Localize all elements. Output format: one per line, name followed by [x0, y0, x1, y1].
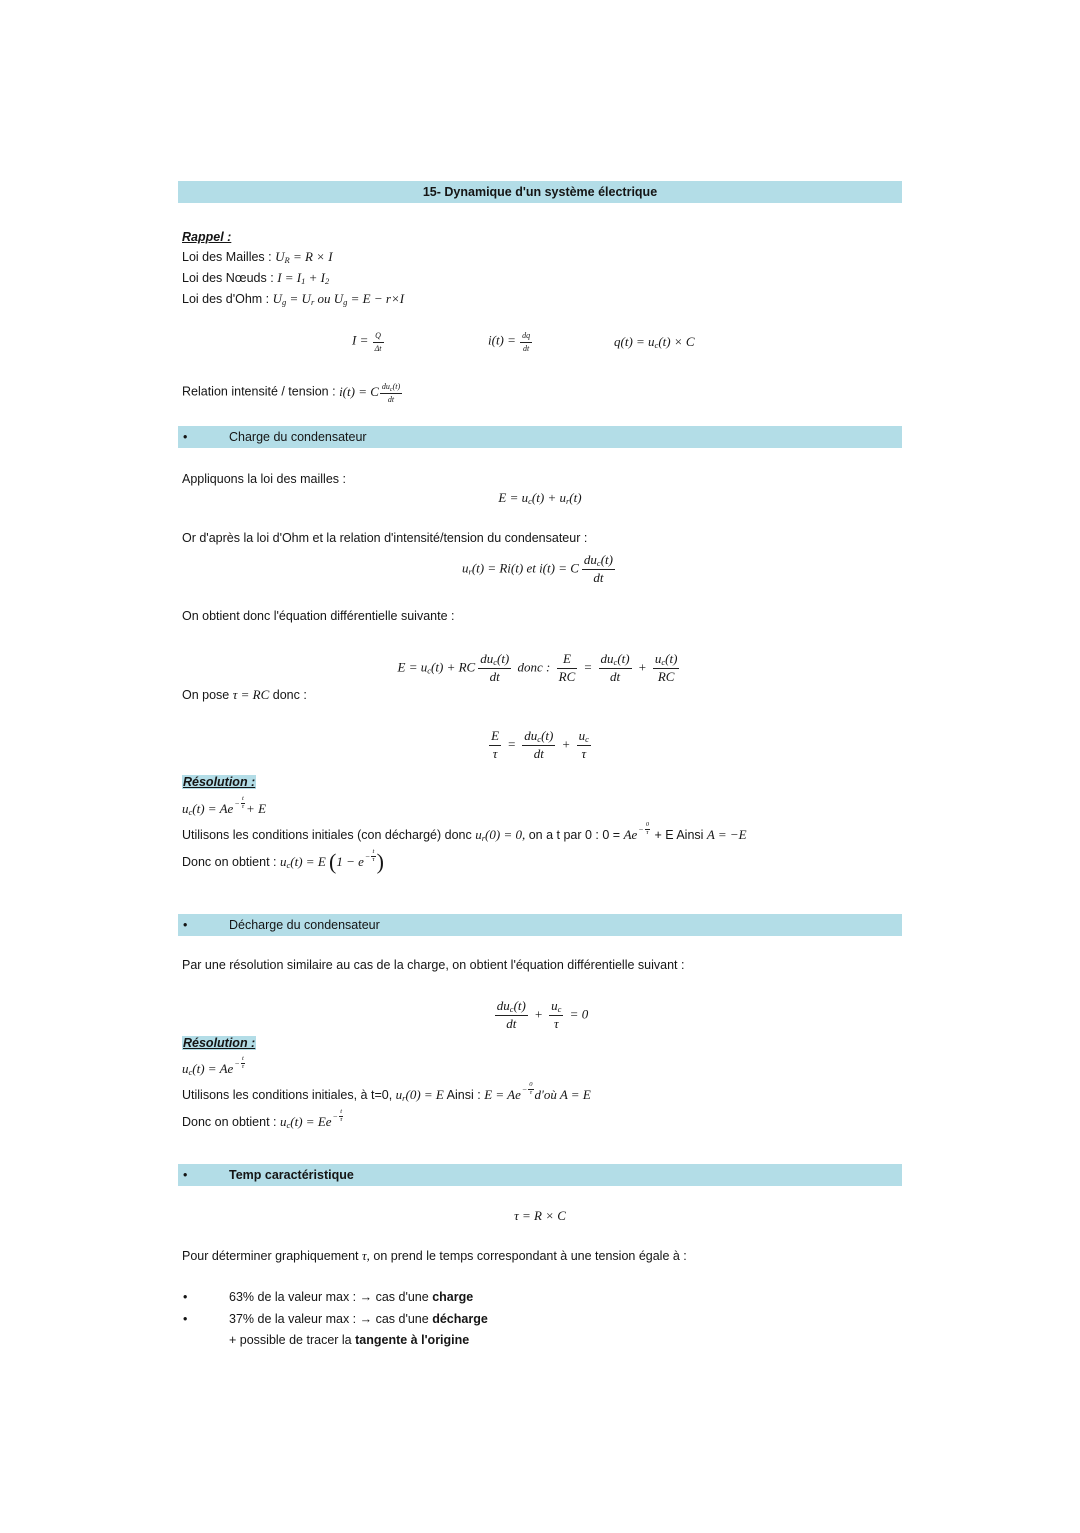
- charge-solution: [182, 794, 267, 821]
- fraction: [599, 652, 632, 685]
- relation-intensite-tension: [182, 380, 403, 406]
- math-part: + E: [246, 800, 267, 816]
- numerator: [522, 729, 555, 745]
- numerator: E: [491, 727, 500, 743]
- charge-resolution-line: [182, 774, 256, 790]
- exponent-sign: −: [521, 1084, 528, 1094]
- math-part: (t) + RC: [431, 658, 476, 674]
- fraction: [495, 999, 528, 1032]
- math-part: (t) + u: [531, 490, 566, 505]
- math-operator: +: [561, 735, 571, 751]
- formula-content: [182, 794, 267, 818]
- exponent: [333, 1109, 344, 1124]
- math-part: u: [280, 1113, 287, 1129]
- equation-differentielle-charge: [0, 649, 1080, 687]
- exponent: [365, 849, 376, 864]
- math-part: u: [551, 997, 558, 1013]
- math-part: u: [475, 826, 482, 842]
- exponent-sign: −: [234, 798, 240, 808]
- numerator: Q: [375, 331, 381, 341]
- formula-content: [498, 490, 581, 506]
- list-item: [229, 1311, 488, 1327]
- paragraph-text: donc :: [272, 688, 307, 702]
- math-part: donc :: [517, 658, 551, 674]
- relation-label: Relation intensité / tension :: [182, 384, 336, 399]
- math-sub: c: [427, 664, 432, 675]
- fraction: [373, 331, 384, 352]
- fraction: [241, 796, 245, 811]
- loi-ohm-formula: [273, 291, 404, 306]
- math-sub: g: [343, 297, 348, 307]
- denominator: dt: [522, 745, 555, 762]
- formula-content: [462, 553, 618, 586]
- math-part: du: [381, 382, 390, 392]
- math-sub: c: [493, 656, 497, 667]
- section-decharge-bar: [178, 914, 902, 936]
- math-sub: r: [565, 496, 570, 506]
- paragraph-text: Par une résolution similaire au cas de la charge, on obtient l'équation différentielle suivant :: [182, 958, 685, 972]
- math-part: u: [462, 559, 469, 575]
- math-part: E = u: [397, 658, 428, 674]
- denominator: τ: [489, 745, 501, 762]
- math-part: E = Ae: [484, 1086, 521, 1102]
- list-item-keyword: décharge: [432, 1312, 488, 1326]
- math-part: (t): [541, 727, 554, 743]
- fraction: [380, 382, 402, 403]
- formula-content: [492, 999, 588, 1032]
- denominator: dt: [495, 1015, 528, 1032]
- math-part: (t): [496, 650, 510, 666]
- math-part: (t): [569, 490, 582, 505]
- math-operator: +: [534, 1005, 543, 1021]
- math-sub: c: [188, 1066, 193, 1077]
- charge-diff-text: [182, 608, 454, 624]
- denominator: τ: [577, 745, 591, 762]
- decharge-solution: [182, 1054, 246, 1081]
- formula-charge-capacity: [614, 330, 695, 354]
- math-sub: c: [537, 733, 542, 744]
- paragraph-content: [182, 1248, 687, 1264]
- fraction: [478, 652, 511, 685]
- numerator: t: [241, 794, 244, 802]
- bullet: •: [183, 918, 188, 932]
- math-sub: c: [528, 496, 532, 506]
- math-sub: c: [509, 1003, 514, 1014]
- temps-text: [182, 1244, 687, 1268]
- math-inline: [280, 848, 384, 874]
- paragraph-text: Utilisons les conditions initiales, à t=0,: [182, 1087, 393, 1102]
- math-part: U: [275, 249, 285, 264]
- numerator: t: [340, 1107, 343, 1115]
- exponent: [234, 1056, 245, 1071]
- loi-mailles-formula: [275, 249, 332, 264]
- exponent-sign: −: [332, 1111, 338, 1121]
- math-part: = E − r×I: [350, 291, 405, 306]
- denominator: dt: [478, 668, 511, 685]
- numerator: [582, 553, 615, 569]
- list-item: [229, 1332, 469, 1348]
- numerator: t: [241, 1054, 244, 1062]
- charge-pose-tau: [182, 687, 307, 703]
- denominator: τ: [241, 802, 245, 810]
- formula-intensity-charge: [352, 330, 385, 354]
- relation-content: [182, 382, 403, 403]
- relation-formula: [339, 382, 403, 404]
- numerator: t: [372, 848, 375, 856]
- numerator: [495, 999, 528, 1015]
- denominator: dt: [380, 393, 402, 404]
- formula-content: [352, 331, 385, 352]
- section-temps-heading: Temp caractéristique: [229, 1168, 354, 1182]
- loi-noeuds-formula: [277, 270, 329, 285]
- list-item-text: 37% de la valeur max : → cas d'une: [229, 1312, 429, 1326]
- math-part: (t) = Ae: [192, 1060, 234, 1076]
- denominator: RC: [653, 668, 680, 685]
- math-part: I = I: [277, 270, 302, 285]
- math-operator: =: [507, 735, 517, 751]
- math-sub: r: [402, 1092, 406, 1103]
- math-part: 1 − e: [336, 854, 364, 869]
- fraction: [577, 729, 591, 762]
- math-sub: c: [661, 656, 666, 667]
- math-part: = U: [289, 291, 311, 306]
- math-sub: c: [654, 340, 659, 350]
- math-sub: c: [286, 860, 291, 870]
- math-part: (t): [600, 551, 613, 567]
- list-item-keyword: tangente à l'origine: [355, 1333, 470, 1347]
- right-parenthesis: ): [376, 849, 384, 874]
- paragraph-text: Or d'après la loi d'Ohm et la relation d'intensité/tension du condensateur :: [182, 531, 588, 545]
- fraction: [520, 331, 532, 352]
- math-inline: [623, 820, 651, 842]
- math-part: τ = R × C: [514, 1208, 566, 1223]
- exponent: [234, 796, 245, 811]
- numerator: 0: [529, 1080, 533, 1088]
- fraction: [339, 1109, 343, 1124]
- math-sub: c: [596, 557, 601, 568]
- paragraph-text: Appliquons la loi des mailles :: [182, 472, 346, 486]
- math-part: (t) = Ee: [290, 1113, 332, 1129]
- math-sub: 1: [301, 276, 306, 286]
- equation-mailles: [0, 486, 1080, 510]
- math-part: τ = RC: [232, 687, 270, 702]
- math-part: ou U: [317, 291, 344, 306]
- paragraph-text: On obtient donc l'équation différentielle suivante :: [182, 609, 455, 623]
- math-part: (t) × C: [658, 334, 695, 349]
- fraction: [241, 1056, 245, 1071]
- exponent-sign: −: [234, 1058, 240, 1068]
- numerator: [549, 999, 563, 1015]
- paragraph-text: on prend le temps correspondant à une tension égale à :: [373, 1249, 687, 1263]
- paragraph-content: [182, 820, 747, 844]
- loi-noeuds: [182, 270, 329, 286]
- math-part: (t): [513, 997, 526, 1013]
- numerator: [577, 729, 591, 745]
- equation-tau: [0, 1204, 1080, 1228]
- math-part: u: [654, 650, 662, 666]
- denominator: dt: [599, 668, 632, 685]
- exponent-sign: −: [638, 824, 644, 834]
- fraction: [489, 729, 501, 762]
- math-sub: r: [310, 297, 315, 307]
- numerator: [478, 652, 511, 668]
- denominator: dt: [520, 342, 532, 353]
- loi-mailles-label: Loi des Mailles :: [182, 250, 272, 264]
- math-part: (t): [392, 382, 401, 392]
- decharge-intro: [182, 957, 684, 973]
- denominator: RC: [558, 668, 576, 684]
- math-inline: [484, 1080, 534, 1102]
- title-bar: [178, 181, 902, 203]
- math-part: I =: [352, 332, 369, 348]
- numerator: E: [562, 650, 571, 666]
- math-inline: [280, 1107, 344, 1130]
- math-part: u: [182, 800, 189, 816]
- math-part: = 0: [569, 1005, 589, 1021]
- math-inline: [475, 827, 525, 842]
- loi-ohm: [182, 291, 404, 307]
- section-decharge-heading: Décharge du condensateur: [229, 918, 380, 932]
- math-part: (t): [617, 650, 630, 666]
- math-part: + I: [308, 270, 325, 285]
- charge-ohm-text: [182, 530, 587, 546]
- math-sub: c: [188, 806, 193, 817]
- math-sub: c: [585, 733, 589, 744]
- bullet: •: [183, 1168, 188, 1182]
- loi-mailles: [182, 249, 333, 265]
- list-item: [229, 1289, 473, 1305]
- fraction: [371, 849, 375, 864]
- math-part: (t) = Ae: [192, 800, 234, 816]
- math-part: U: [272, 291, 283, 306]
- paragraph-text: Donc on obtient :: [182, 855, 277, 869]
- math-sub: r: [481, 832, 486, 843]
- math-part: τ,: [361, 1248, 370, 1263]
- rappel-line: [182, 229, 231, 245]
- resolution-heading: Résolution :: [183, 775, 256, 789]
- page-title: 15- Dynamique d'un système électrique: [422, 185, 658, 199]
- decharge-resolution-line: [182, 1035, 256, 1051]
- numerator: [599, 652, 632, 668]
- denominator: τ: [646, 828, 649, 836]
- paragraph-text: Utilisons les conditions initiales (con déchargé) donc: [182, 827, 472, 842]
- math-part: du: [600, 650, 614, 666]
- list-item-keyword: charge: [432, 1290, 474, 1304]
- math-part: (t) = Ri(t) et i(t) = C: [471, 559, 579, 575]
- fraction: [528, 1082, 533, 1097]
- math-part: d'où A = E: [534, 1086, 591, 1102]
- paragraph-text: + E Ainsi: [654, 827, 704, 842]
- math-sub: 2: [325, 276, 330, 286]
- fraction: [557, 652, 578, 685]
- decharge-resultat: [182, 1107, 344, 1134]
- denominator: τ: [241, 1062, 245, 1070]
- math-part: du: [496, 997, 510, 1013]
- paragraph-text: Ainsi :: [446, 1087, 481, 1102]
- math-sub: R: [284, 255, 290, 265]
- paragraph-content: [182, 849, 384, 875]
- numerator: [380, 382, 402, 392]
- math-part: u: [280, 854, 287, 869]
- math-part: Ae: [623, 826, 638, 842]
- math-inline: [396, 1087, 444, 1102]
- list-item-text: + possible de tracer la: [229, 1333, 352, 1347]
- math-operator: +: [637, 658, 647, 674]
- equation-differentielle-decharge: [0, 996, 1080, 1034]
- math-part: (t): [665, 650, 678, 666]
- fraction: [645, 822, 650, 837]
- math-sub: c: [286, 1119, 291, 1130]
- math-part: i(t) =: [488, 332, 516, 348]
- section-charge-heading: Charge du condensateur: [229, 430, 367, 444]
- numerator: [653, 652, 680, 668]
- section-temps-bar: [178, 1164, 902, 1186]
- math-part: (t) = E: [290, 854, 326, 869]
- loi-ohm-label: Loi des d'Ohm :: [182, 292, 270, 306]
- fraction: [522, 729, 555, 762]
- formula-content: [182, 1054, 246, 1078]
- paragraph-text: on a t par 0 : 0 =: [528, 827, 621, 842]
- charge-intro: [182, 471, 346, 487]
- charge-conditions-initiales: [182, 820, 747, 847]
- formula-content: [614, 334, 695, 350]
- math-part: du: [583, 551, 597, 567]
- resolution-heading: Résolution :: [183, 1036, 256, 1050]
- fraction: [653, 652, 680, 685]
- bullet: •: [183, 1312, 188, 1326]
- loi-noeuds-label: Loi des Nœuds :: [182, 271, 274, 285]
- math-sub: r: [468, 565, 472, 576]
- paragraph-text: Donc on obtient :: [182, 1114, 277, 1129]
- math-operator: =: [583, 658, 593, 674]
- paragraph-text: Pour déterminer graphiquement: [182, 1249, 359, 1263]
- list-item-text: 63% de la valeur max : → cas d'une: [229, 1290, 429, 1304]
- formula-intensity-derivative: [488, 330, 533, 354]
- exponent-sign: −: [364, 852, 371, 861]
- math-part: (0) = E: [405, 1086, 444, 1102]
- denominator: dt: [582, 569, 615, 586]
- section-charge-bar: [178, 426, 902, 448]
- decharge-conditions-initiales: [182, 1080, 591, 1107]
- left-parenthesis: (: [329, 849, 337, 874]
- paragraph-text: On pose: [182, 688, 230, 702]
- math-part: du: [524, 727, 538, 743]
- fraction: [549, 999, 563, 1032]
- numerator: dq: [522, 331, 531, 341]
- math-sub: c: [613, 656, 618, 667]
- denominator: τ: [529, 1088, 533, 1096]
- math-sub: c: [557, 1003, 562, 1014]
- math-part: i(t) = C: [339, 383, 379, 399]
- math-part: = R × I: [292, 249, 333, 264]
- rappel-heading: Rappel :: [182, 230, 232, 244]
- equation-ohm-capacitor: [0, 552, 1080, 586]
- math-part: u: [578, 727, 586, 743]
- charge-resultat: [182, 847, 384, 877]
- denominator: τ: [339, 1115, 343, 1123]
- math-part: u: [182, 1060, 189, 1076]
- math-part: u: [395, 1086, 403, 1102]
- exponent: [522, 1082, 534, 1097]
- bullet: •: [183, 430, 188, 444]
- math-part: q(t) = u: [614, 334, 655, 349]
- denominator: τ: [549, 1015, 563, 1032]
- equation-differentielle-tau: [0, 726, 1080, 764]
- paragraph-content: [182, 1080, 591, 1104]
- denominator: Δt: [374, 343, 382, 353]
- formula-content: [486, 729, 594, 762]
- bullet: •: [183, 1290, 188, 1304]
- math-sub: c: [389, 387, 393, 394]
- formula-content: [398, 652, 683, 685]
- formula-content: [488, 331, 533, 352]
- math-sub: g: [282, 297, 287, 307]
- exponent: [638, 822, 650, 837]
- numerator: 0: [645, 820, 649, 828]
- denominator: τ: [372, 856, 375, 863]
- fraction: [582, 553, 615, 586]
- math-part: E = u: [498, 490, 529, 505]
- math-part: A = −E: [706, 826, 747, 842]
- math-part: (0) = 0,: [485, 826, 526, 842]
- math-part: du: [480, 650, 494, 666]
- paragraph-content: [182, 1107, 344, 1131]
